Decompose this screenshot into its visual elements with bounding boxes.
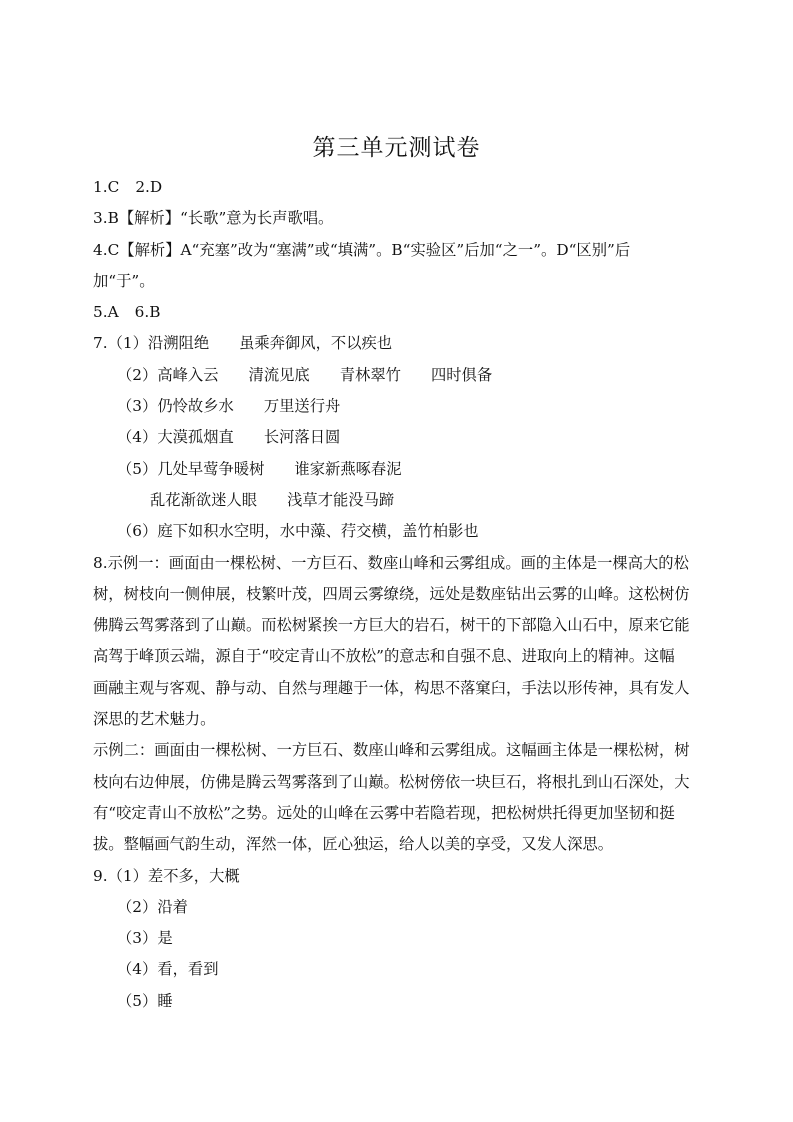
answer-4-line-1: 4.C【解析】A“充塞”改为“塞满”或“填满”。B“实验区”后加“之一”。D“区别”后	[93, 240, 631, 259]
q7-item-1-a: 沿溯阻绝	[147, 334, 210, 353]
q7-item-3-a: 仍怜故乡水	[157, 397, 234, 416]
q7-item-2-d: 四时俱备	[430, 365, 493, 384]
q7-item-4-b: 长河落日圆	[263, 428, 341, 447]
q7-item-5	[93, 454, 723, 485]
page-title: 第三单元测试卷	[312, 135, 481, 161]
q7-item-1-b: 虽乘奔御风，不以疾也	[239, 334, 393, 353]
q7-item-6	[93, 516, 723, 547]
answer-1-2	[93, 172, 723, 203]
answer-5-6	[93, 297, 723, 328]
q7-item-5-a: 几处早莺争暖树	[157, 459, 265, 478]
q7-item-5-d: 浅草才能没马蹄	[287, 490, 395, 509]
q7-item-5-label: （5）	[117, 459, 158, 478]
q7-item-5-c: 乱花渐欲迷人眼	[150, 490, 258, 509]
q7-item-3	[93, 391, 723, 422]
answer-5: 5.A	[93, 303, 119, 322]
q9-item-2: （2）沿着	[117, 897, 188, 916]
q7-item-4-label: （4）	[117, 428, 158, 447]
q7-item-2-b: 清流见底	[248, 365, 310, 384]
q7-item-6-text: 庭下如积水空明，水中藻、荇交横，盖竹柏影也	[157, 522, 479, 541]
q9-item-5: （5）睡	[117, 991, 173, 1010]
q8-example-2-line-4: 拔。整幅画气韵生动，浑然一体，匠心独运，给人以美的享受，又发人深思。	[93, 835, 614, 854]
q7-item-2-a: 高峰入云	[157, 365, 219, 384]
q8-example-2-line-2: 枝向右边伸展，仿佛是腾云驾雾落到了山巅。松树傍依一块巨石，将根扎到山石深处，大	[93, 772, 690, 791]
q8-example-2-line-1: 示例二：画面由一棵松树、一方巨石、数座山峰和云雾组成。这幅画主体是一棵松树，树	[93, 741, 690, 760]
q7-item-2	[93, 360, 723, 391]
q7-item-4	[93, 422, 723, 453]
q8-example-1-line-4: 高驾于峰顶云端，源自于“咬定青山不放松”的意志和自强不息、进取向上的精神。这幅	[93, 647, 675, 666]
q8-example-1-line-6: 深思的艺术魅力。	[93, 710, 216, 729]
answer-4-line-2: 加“于”。	[93, 271, 155, 290]
q7-item-3-label: （3）	[117, 397, 158, 416]
q9-item-4: （4）看，看到	[117, 960, 219, 979]
q7-item-6-label: （6）	[117, 522, 158, 541]
q8-example-1-line-5: 画融主观与客观、静与动、自然与理趣于一体，构思不落窠臼，手法以形传神，具有发人	[93, 678, 690, 697]
answer-6: 6.B	[134, 303, 161, 322]
q7-item-2-c: 青林翠竹	[339, 365, 401, 384]
q7-label: 7.（1）	[93, 334, 148, 353]
q8-example-2-line-3: 有“咬定青山不放松”之势。远处的山峰在云雾中若隐若现，把松树烘托得更加坚韧和挺	[93, 803, 675, 822]
q8-example-1-line-3: 佛腾云驾雾落到了山巅。而松树紧挨一方巨大的岩石，树干的下部隐入山石中，原来它能	[93, 616, 690, 635]
q7-item-1	[93, 328, 723, 359]
answer-1: 1.C	[93, 178, 120, 196]
q9-item-1: 9.（1）差不多，大概	[93, 866, 240, 885]
answer-2: 2.D	[135, 178, 163, 196]
q8-example-1-line-1: 8.示例一：画面由一棵松树、一方巨石、数座山峰和云雾组成。画的主体是一棵高大的松	[93, 553, 689, 572]
q7-item-4-a: 大漠孤烟直	[157, 428, 234, 447]
q7-item-2-label: （2）	[117, 365, 158, 384]
answer-3: 3.B【解析】“长歌”意为长声歌唱。	[93, 209, 334, 228]
answer-content	[93, 172, 723, 1017]
q9-item-3: （3）是	[117, 929, 173, 948]
q7-item-5-b: 谁家新燕啄春泥	[294, 459, 402, 478]
q8-example-1-line-2: 树，树枝向一侧伸展，枝繁叶茂，四周云雾缭绕，远处是数座钻出云雾的山峰。这松树仿	[93, 584, 690, 603]
q7-item-5-continued	[93, 485, 723, 516]
q7-item-3-b: 万里送行舟	[263, 397, 341, 416]
